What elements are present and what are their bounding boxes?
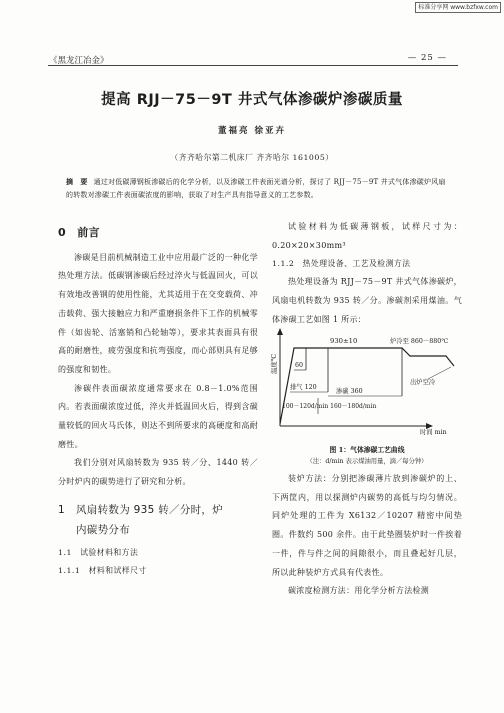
- section-heading-intro: 0 前言: [58, 226, 100, 239]
- authors: 董福亮 徐亚卉: [218, 126, 286, 136]
- section-1-number: 1: [58, 503, 65, 516]
- section-1-title-line1: 风扇转数为 935 转／分时，炉: [76, 503, 224, 516]
- paragraph-equipment: 热处理设备为 RJJ－75－9T 井式气体渗碳炉，风扇电机转数为 935 转／分。渗碳剂采用煤油。气体渗碳工艺如图 1 所示：: [272, 277, 462, 324]
- page-number: — 25 —: [407, 53, 447, 63]
- header-rule: [48, 65, 458, 66]
- section-1-title-line2: 内碳势分布: [76, 523, 130, 536]
- x-axis-label: 时间 min: [420, 429, 447, 436]
- section-heading-1: [58, 500, 258, 540]
- paragraph-intro-1: 渗碳是目前机械制造工业中应用最广泛的一种化学热处理方法。低碳钢渗碳后经过淬火与低温回火，可以有效地改善钢的使用性能，尤其适用于在交变载荷、冲击载荷、强大接触应力和严重磨损条件下工作的机械零件（如齿轮、活塞销和凸轮轴等），要求其表面具有很高的耐磨性，疲劳强度和抗弯强度，而心部则具有足够的强度和韧性。: [58, 252, 258, 374]
- y-axis-arrow: [277, 328, 283, 335]
- temperature-label: 930±10: [330, 337, 358, 345]
- left-column: [58, 224, 258, 580]
- watermark-badge: 标准分享网 www.bzfxw.com: [415, 2, 501, 13]
- paragraph-intro-2: 渗碳件表面碳浓度通常要求在 0.8－1.0%范围内。若表面碳浓度过低，淬火并低温回火后，得到含碳量较低的回火马氏体，则达不到所要求的高硬度和高耐磨性。: [58, 383, 258, 449]
- abstract-label: 摘 要: [66, 178, 88, 186]
- paragraph-material: 试验材料为低碳薄钢板，试样尺寸为：0.20×20×30mm³: [272, 222, 462, 250]
- carburize-label: 渗碳 360: [336, 388, 363, 395]
- paragraph-placement: 装炉方法：分别把渗碳薄片放到渗碳炉的上、下两筐内，用以探测炉内碳势的高低与均匀情况。同炉处理的工件为 X6132／10207 精密中间垫圈。件数约 500 余件。由于此垫圈装炉时一件挨着一件，件与件之间的间隙很小，而且叠起好几层，所以此种装炉方式具有代表性。: [272, 474, 462, 577]
- exhaust-label: 排气 120: [290, 384, 317, 391]
- figure-caption-note: （注：d/min 表示煤油用量，滴／每分钟）: [306, 458, 428, 465]
- hold-label: 60: [295, 362, 304, 369]
- y-axis-label: 温度℃: [270, 353, 278, 375]
- subsection-heading-1-1: 1.1 试验材料和方法: [58, 547, 139, 557]
- subsection-heading-1-1-1: 1.1.1 材料和试样尺寸: [58, 565, 147, 575]
- cooling-label: 炉冷至 860－880℃: [390, 338, 449, 345]
- subsection-heading-1-1-2: 1.1.2 热处理设备、工艺及检测方法: [272, 259, 411, 269]
- right-column-bottom: [272, 470, 462, 601]
- right-column-top: [272, 218, 462, 330]
- figure-caption-title: 图 1：气体渗碳工艺曲线: [329, 446, 405, 454]
- air-cool-label: 出炉空冷: [410, 379, 436, 386]
- drip-rate-label: 100－120d/min 160－180d/min: [282, 403, 377, 410]
- journal-name: 《黑龙江冶金》: [49, 56, 109, 66]
- abstract: [66, 176, 446, 202]
- paragraph-intro-3: 我们分别对风扇转数为 935 转／分、1440 转／分时炉内的碳势进行了研究和分析。: [58, 458, 258, 487]
- paragraph-detection: 碳浓度检测方法：用化学分析方法检测: [288, 586, 430, 596]
- article-title: 提高 RJJ－75－9T 井式气体渗碳炉渗碳质量: [101, 92, 403, 108]
- figure-caption: [272, 445, 462, 467]
- process-curve-figure: [270, 326, 465, 436]
- abstract-text: 通过对低碳薄钢板渗碳后的化学分析，以及渗碳工件表面光谱分析，探讨了 RJJ－75－9T 井式气体渗碳炉风扇的转数对渗碳工件表面碳浓度的影响，获取了对生产具有指导意义的工艺参数。: [66, 178, 446, 199]
- air-cool-pointer: [428, 367, 451, 379]
- affiliation: （齐齐哈尔第二机床厂 齐齐哈尔 161005）: [170, 153, 334, 162]
